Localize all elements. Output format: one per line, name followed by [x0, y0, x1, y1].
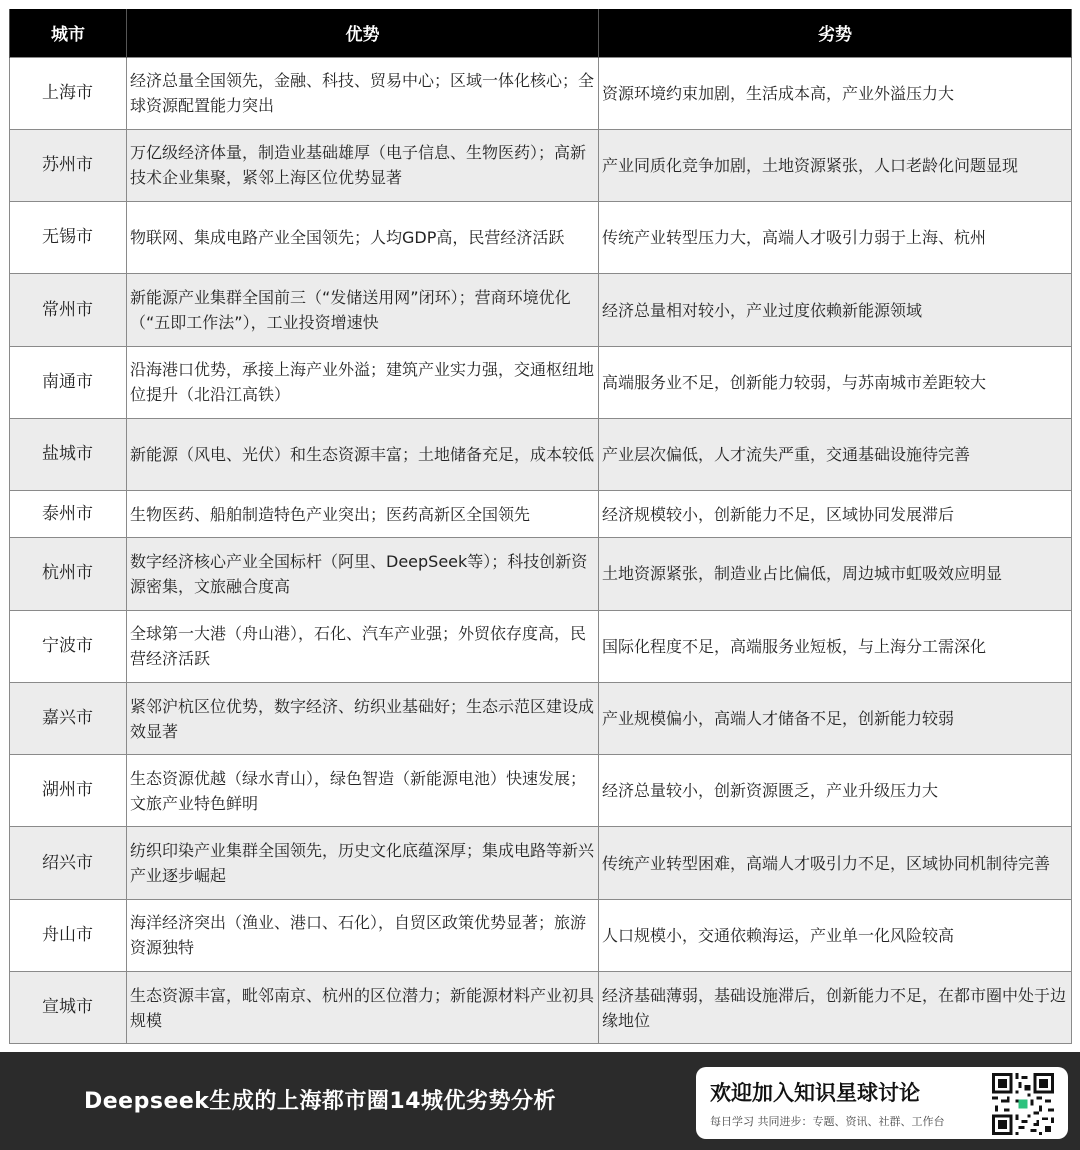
advantage-cell: 新能源产业集群全国前三（“发储送用网”闭环）；营商环境优化（“五即工作法”），工业投资增速快 — [127, 274, 599, 346]
table-header-row — [10, 9, 1072, 57]
disadvantage-cell: 人口规模小，交通依赖海运，产业单一化风险较高 — [599, 899, 1072, 971]
table-row — [10, 346, 1072, 418]
table-row — [10, 755, 1072, 827]
footer-title: Deepseek生成的上海都市圈14城优劣势分析 — [84, 1089, 557, 1114]
table-row — [10, 972, 1072, 1044]
city-cell: 宁波市 — [10, 610, 127, 682]
advantage-cell: 沿海港口优势，承接上海产业外溢；建筑产业实力强，交通枢纽地位提升（北沿江高铁） — [127, 346, 599, 418]
city-cell: 湖州市 — [10, 755, 127, 827]
city-cell: 南通市 — [10, 346, 127, 418]
city-cell: 无锡市 — [10, 202, 127, 274]
disadvantage-cell: 传统产业转型困难，高端人才吸引力不足，区域协同机制待完善 — [599, 827, 1072, 899]
header-advantage: 优势 — [127, 9, 599, 57]
table-row — [10, 610, 1072, 682]
table-row — [10, 418, 1072, 490]
disadvantage-cell: 产业同质化竞争加剧，土地资源紧张，人口老龄化问题显现 — [599, 129, 1072, 201]
comparison-table-wrap — [9, 9, 1071, 1044]
city-cell: 常州市 — [10, 274, 127, 346]
city-cell: 杭州市 — [10, 538, 127, 610]
disadvantage-cell: 产业规模偏小，高端人才储备不足，创新能力较弱 — [599, 682, 1072, 754]
table-row — [10, 129, 1072, 201]
advantage-cell: 经济总量全国领先，金融、科技、贸易中心；区域一体化核心；全球资源配置能力突出 — [127, 57, 599, 129]
table-row — [10, 899, 1072, 971]
header-city: 城市 — [10, 9, 127, 57]
advantage-cell: 物联网、集成电路产业全国领先；人均GDP高，民营经济活跃 — [127, 202, 599, 274]
disadvantage-cell: 国际化程度不足，高端服务业短板，与上海分工需深化 — [599, 610, 1072, 682]
city-cell: 上海市 — [10, 57, 127, 129]
advantage-cell: 生物医药、船舶制造特色产业突出；医药高新区全国领先 — [127, 491, 599, 538]
advantage-cell: 生态资源丰富，毗邻南京、杭州的区位潜力；新能源材料产业初具规模 — [127, 972, 599, 1044]
table-row — [10, 682, 1072, 754]
table-row — [10, 538, 1072, 610]
advantage-cell: 海洋经济突出（渔业、港口、石化），自贸区政策优势显著；旅游资源独特 — [127, 899, 599, 971]
comparison-table — [9, 9, 1072, 1044]
promo-heading: 欢迎加入知识星球讨论 — [710, 1081, 920, 1105]
city-cell: 舟山市 — [10, 899, 127, 971]
advantage-cell: 生态资源优越（绿水青山），绿色智造（新能源电池）快速发展；文旅产业特色鲜明 — [127, 755, 599, 827]
table-row — [10, 491, 1072, 538]
footer-banner — [0, 1052, 1080, 1150]
advantage-cell: 全球第一大港（舟山港），石化、汽车产业强；外贸依存度高，民营经济活跃 — [127, 610, 599, 682]
city-cell: 苏州市 — [10, 129, 127, 201]
table-row — [10, 827, 1072, 899]
disadvantage-cell: 高端服务业不足，创新能力较弱，与苏南城市差距较大 — [599, 346, 1072, 418]
city-cell: 盐城市 — [10, 418, 127, 490]
disadvantage-cell: 经济总量较小，创新资源匮乏，产业升级压力大 — [599, 755, 1072, 827]
disadvantage-cell: 传统产业转型压力大，高端人才吸引力弱于上海、杭州 — [599, 202, 1072, 274]
qr-code-icon[interactable] — [992, 1073, 1054, 1135]
disadvantage-cell: 经济规模较小，创新能力不足，区域协同发展滞后 — [599, 491, 1072, 538]
city-cell: 嘉兴市 — [10, 682, 127, 754]
city-cell: 绍兴市 — [10, 827, 127, 899]
disadvantage-cell: 经济基础薄弱，基础设施滞后，创新能力不足，在都市圈中处于边缘地位 — [599, 972, 1072, 1044]
advantage-cell: 数字经济核心产业全国标杆（阿里、DeepSeek等）；科技创新资源密集，文旅融合度高 — [127, 538, 599, 610]
table-row — [10, 274, 1072, 346]
advantage-cell: 纺织印染产业集群全国领先，历史文化底蕴深厚；集成电路等新兴产业逐步崛起 — [127, 827, 599, 899]
table-row — [10, 57, 1072, 129]
table-row — [10, 202, 1072, 274]
disadvantage-cell: 经济总量相对较小，产业过度依赖新能源领域 — [599, 274, 1072, 346]
disadvantage-cell: 土地资源紧张，制造业占比偏低，周边城市虹吸效应明显 — [599, 538, 1072, 610]
promo-subtitle: 每日学习 共同进步：专题、资讯、社群、工作台 — [710, 1115, 945, 1128]
header-disadvantage: 劣势 — [599, 9, 1072, 57]
city-cell: 泰州市 — [10, 491, 127, 538]
disadvantage-cell: 产业层次偏低，人才流失严重，交通基础设施待完善 — [599, 418, 1072, 490]
city-cell: 宣城市 — [10, 972, 127, 1044]
advantage-cell: 万亿级经济体量，制造业基础雄厚（电子信息、生物医药）；高新技术企业集聚，紧邻上海区位优势显著 — [127, 129, 599, 201]
promo-card[interactable] — [696, 1067, 1068, 1139]
disadvantage-cell: 资源环境约束加剧，生活成本高，产业外溢压力大 — [599, 57, 1072, 129]
advantage-cell: 紧邻沪杭区位优势，数字经济、纺织业基础好；生态示范区建设成效显著 — [127, 682, 599, 754]
advantage-cell: 新能源（风电、光伏）和生态资源丰富；土地储备充足，成本较低 — [127, 418, 599, 490]
